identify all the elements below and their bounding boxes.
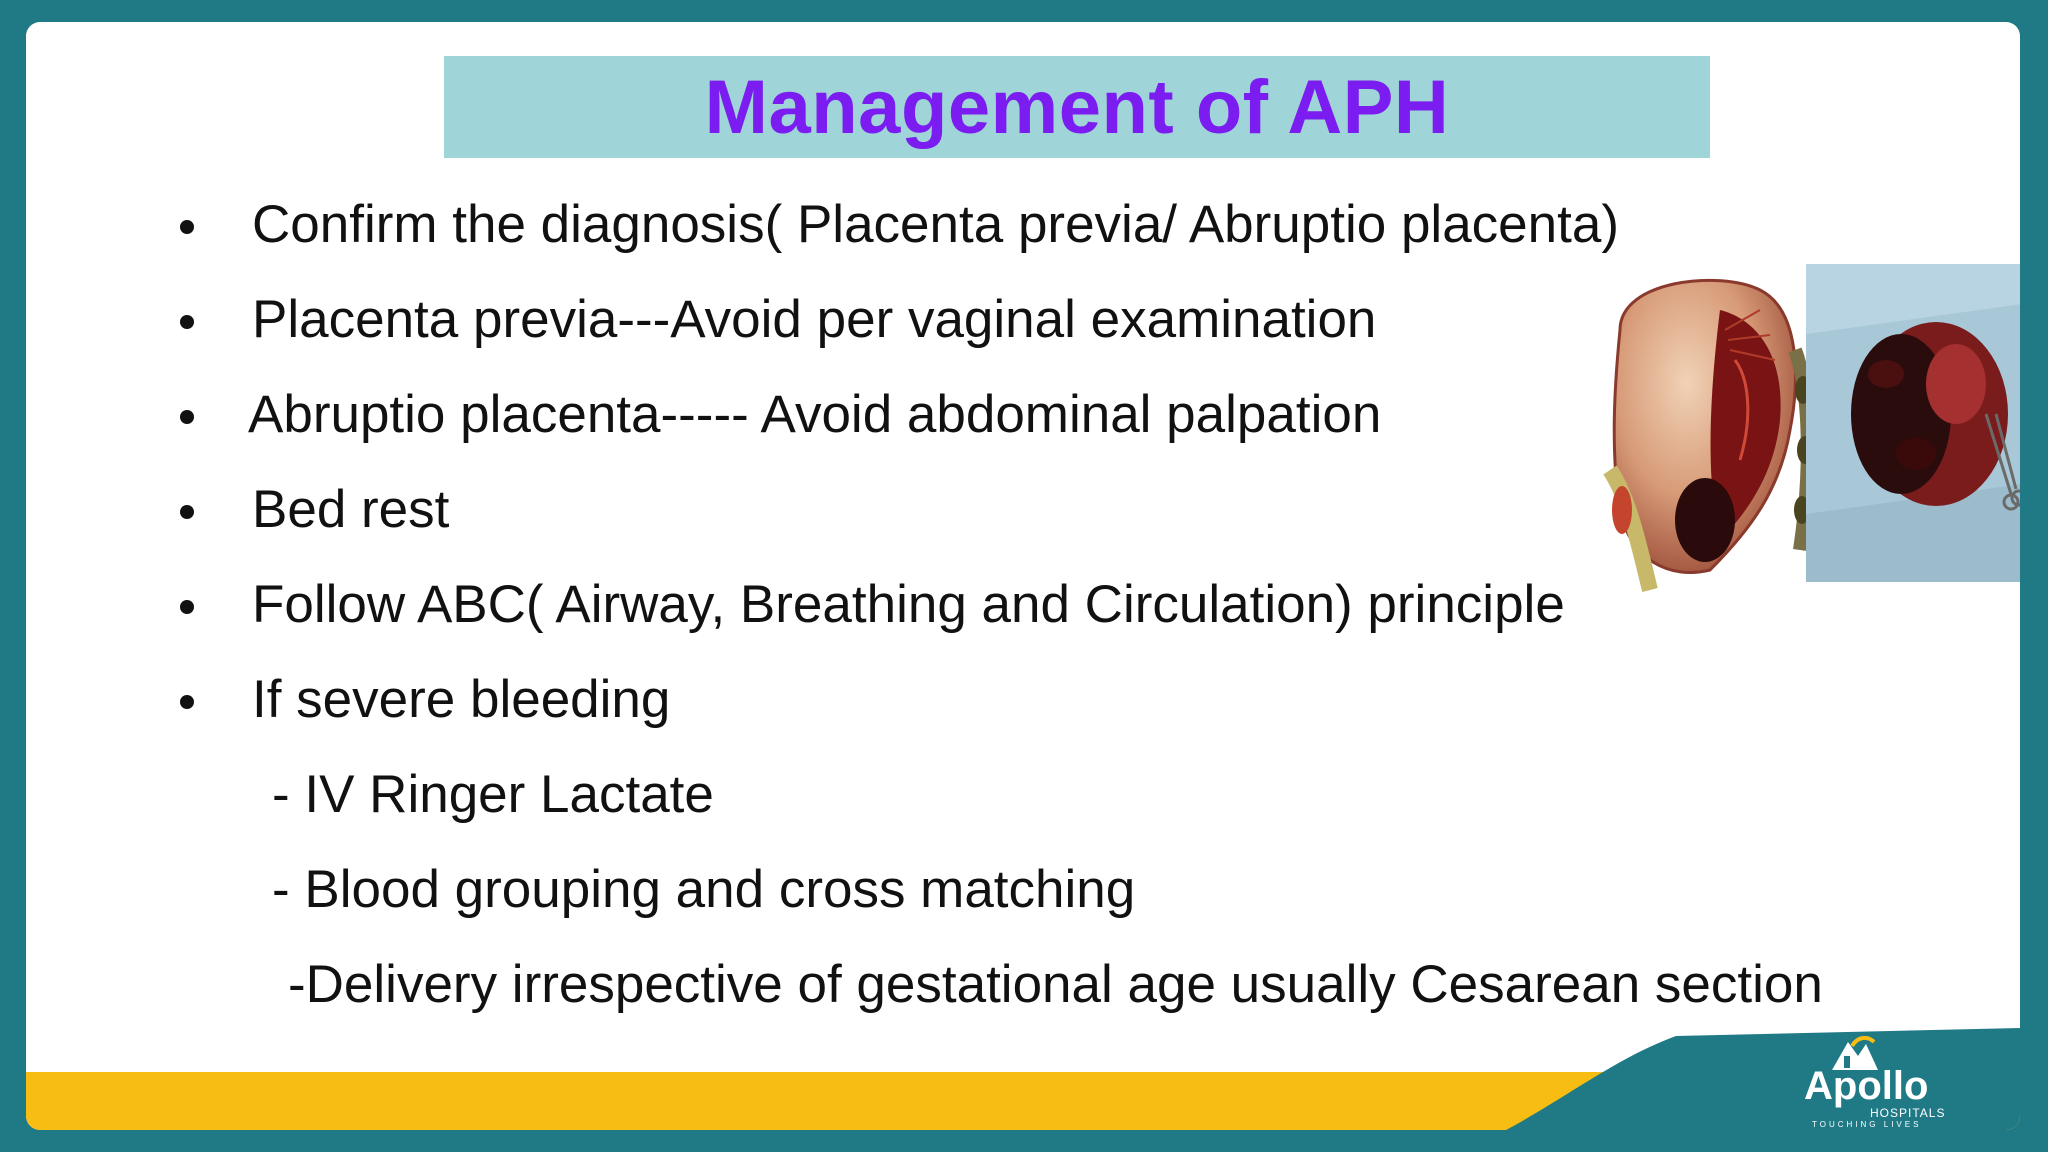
bullet-severe-bleeding: If severe bleeding — [252, 670, 671, 729]
page-title: Management of APH — [704, 64, 1450, 150]
sub-item-delivery: -Delivery irrespective of gestational age usually Cesarean section — [288, 955, 1823, 1014]
bullet-abruptio-placenta: Abruptio placenta----- Avoid abdominal palpation — [248, 385, 1382, 444]
placenta-photo — [1806, 264, 2020, 582]
bullet-dot — [180, 220, 194, 234]
title-banner — [444, 56, 1710, 158]
bullet-bed-rest: Bed rest — [252, 480, 450, 539]
sub-item-blood-grouping: - Blood grouping and cross matching — [272, 860, 1136, 919]
bullet-placenta-previa: Placenta previa---Avoid per vaginal examination — [252, 290, 1377, 349]
bullet-dot — [180, 505, 194, 519]
placenta-illustration — [1600, 270, 1818, 594]
bullet-confirm-diagnosis: Confirm the diagnosis( Placenta previa/ Abruptio placenta) — [252, 195, 1619, 254]
bullet-dot — [180, 695, 194, 709]
slide — [26, 22, 2020, 1130]
logo-name: Apollo — [1804, 1064, 1929, 1108]
logo-subtitle: HOSPITALS — [1870, 1106, 1946, 1120]
logo-tagline: TOUCHING LIVES — [1812, 1120, 1922, 1129]
bullet-dot — [180, 410, 194, 424]
apollo-logo — [1776, 1036, 1976, 1128]
bullet-dot — [180, 600, 194, 614]
sub-item-ringer-lactate: - IV Ringer Lactate — [272, 765, 714, 824]
bullet-abc-principle: Follow ABC( Airway, Breathing and Circulation) principle — [252, 575, 1565, 634]
bullet-dot — [180, 315, 194, 329]
